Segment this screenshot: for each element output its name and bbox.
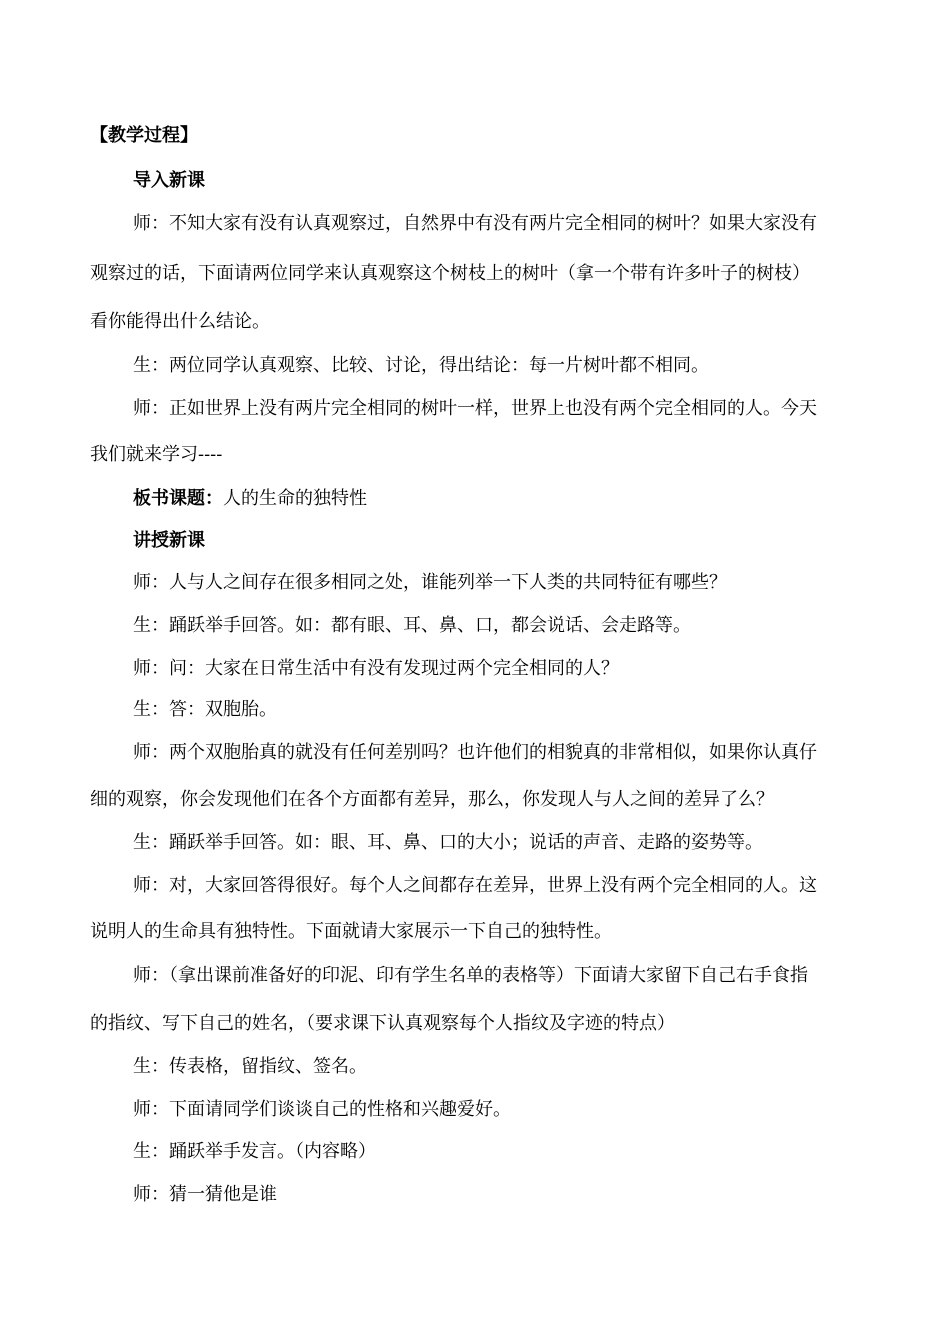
intro-paragraph-3-line-2: 我们就来学习---- <box>90 444 223 465</box>
dialogue-line: 师：猜一猜他是谁 <box>133 1184 277 1205</box>
board-title-text: 人的生命的独特性 <box>223 488 367 509</box>
intro-heading: 导入新课 <box>133 170 205 191</box>
intro-paragraph-2: 生：两位同学认真观察、比较、讨论，得出结论：每一片树叶都不相同。 <box>133 355 709 376</box>
board-title-label: 板书课题： <box>133 488 223 509</box>
board-title-line <box>133 487 367 511</box>
dialogue-line: 生：传表格，留指纹、签名。 <box>133 1056 367 1077</box>
intro-paragraph-1-line-3: 看你能得出什么结论。 <box>90 311 270 332</box>
dialogue-line: 的指纹、写下自己的姓名，（要求课下认真观察每个人指纹及字迹的特点） <box>90 1013 675 1034</box>
section-title: 【教学过程】 <box>90 125 198 146</box>
dialogue-line: 生：踊跃举手回答。如：都有眼、耳、鼻、口，都会说话、会走路等。 <box>133 615 691 636</box>
lesson-heading: 讲授新课 <box>133 530 205 551</box>
intro-paragraph-1-line-1: 师：不知大家有没有认真观察过，自然界中有没有两片完全相同的树叶？如果大家没有 <box>133 213 817 234</box>
dialogue-line: 细的观察，你会发现他们在各个方面都有差异，那么，你发现人与人之间的差异了么？ <box>90 789 774 810</box>
dialogue-line: 师：（拿出课前准备好的印泥、印有学生名单的表格等）下面请大家留下自己右手食指 <box>133 965 808 986</box>
dialogue-line: 师：人与人之间存在很多相同之处，谁能列举一下人类的共同特征有哪些？ <box>133 572 727 593</box>
dialogue-line: 师：两个双胞胎真的就没有任何差别吗？也许他们的相貌真的非常相似，如果你认真仔 <box>133 742 817 763</box>
dialogue-line: 说明人的生命具有独特性。下面就请大家展示一下自己的独特性。 <box>90 921 612 942</box>
intro-paragraph-1-line-2: 观察过的话，下面请两位同学来认真观察这个树枝上的树叶（拿一个带有许多叶子的树枝） <box>90 263 810 284</box>
intro-paragraph-3-line-1: 师：正如世界上没有两片完全相同的树叶一样，世界上也没有两个完全相同的人。今天 <box>133 398 817 419</box>
dialogue-line: 师：下面请同学们谈谈自己的性格和兴趣爱好。 <box>133 1099 511 1120</box>
dialogue-line: 师：对，大家回答得很好。每个人之间都存在差异，世界上没有两个完全相同的人。这 <box>133 875 817 896</box>
dialogue-line: 师：问：大家在日常生活中有没有发现过两个完全相同的人？ <box>133 658 619 679</box>
dialogue-line: 生：踊跃举手发言。（内容略） <box>133 1141 376 1162</box>
dialogue-line: 生：踊跃举手回答。如：眼、耳、鼻、口的大小；说话的声音、走路的姿势等。 <box>133 832 763 853</box>
dialogue-line: 生：答：双胞胎。 <box>133 699 277 720</box>
